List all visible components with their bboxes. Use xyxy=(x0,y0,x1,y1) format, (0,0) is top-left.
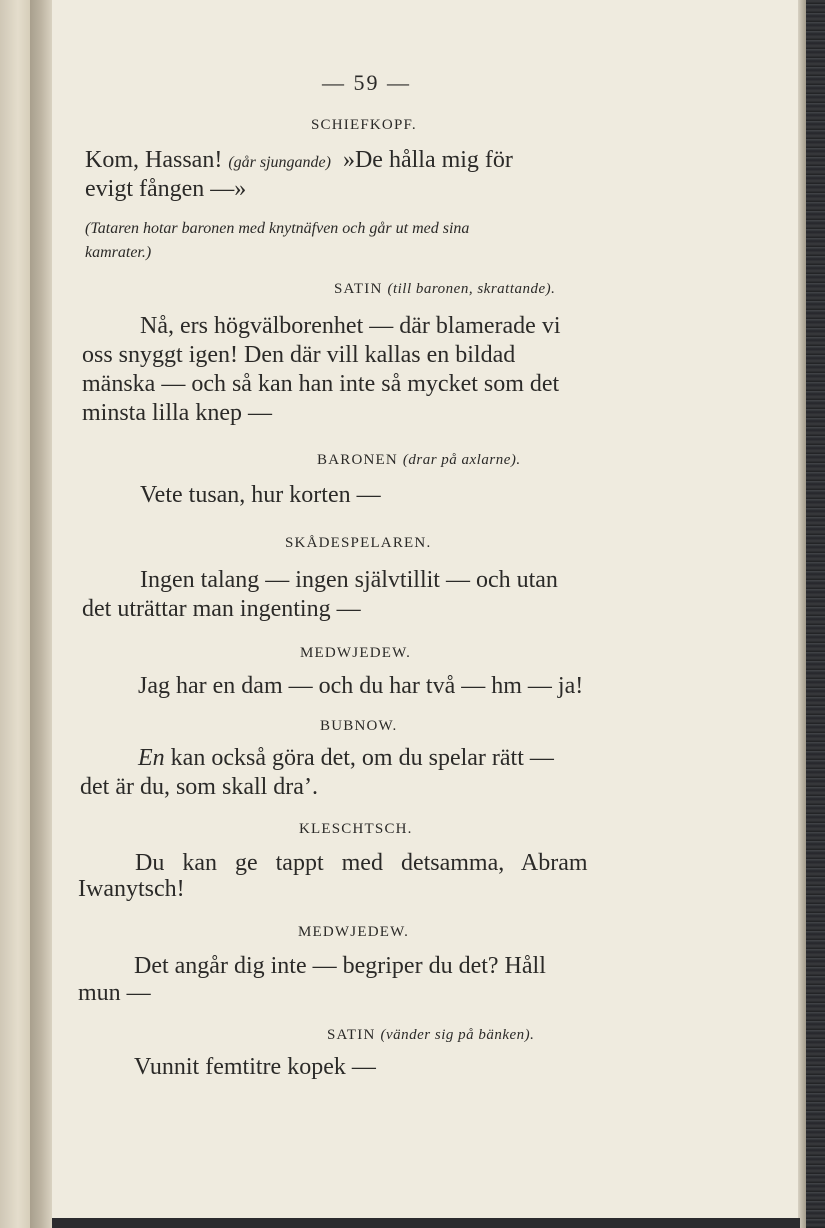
stage-direction: (Tataren hotar baronen med knytnäfven och går ut med sina xyxy=(85,220,470,237)
dialogue-text: Kom, Hassan! xyxy=(85,147,223,173)
speaker-line xyxy=(317,452,521,469)
dialogue-line: mun — xyxy=(78,980,151,1006)
speaker-name: KLESCHTSCH. xyxy=(299,821,413,837)
dialogue-line xyxy=(138,745,554,772)
speaker-line xyxy=(327,1027,534,1044)
dialogue-line: oss snyggt igen! Den där vill kallas en bildad xyxy=(82,342,516,368)
dialogue-line: Iwanytsch! xyxy=(78,876,185,902)
emphasis-text: En xyxy=(138,745,165,771)
dialogue-line: det är du, som skall dra’. xyxy=(80,774,318,800)
dialogue-line: minsta lilla knep — xyxy=(82,400,272,426)
stage-direction: (går sjungande) xyxy=(228,154,331,171)
speaker-name: MEDWJEDEW. xyxy=(300,645,412,661)
page-number: — 59 — xyxy=(322,70,411,95)
speaker-name: SATIN xyxy=(334,281,383,297)
dialogue-line: Vunnit femtitre kopek — xyxy=(134,1054,376,1080)
dialogue-line: Vete tusan, hur korten — xyxy=(140,482,381,508)
dialogue-line: Jag har en dam — och du har två — hm — ja! xyxy=(138,673,584,699)
stage-direction: (till baronen, skrattande). xyxy=(387,281,556,297)
stage-direction: (vänder sig på bänken). xyxy=(380,1027,535,1043)
speaker-name: SKÅDESPELAREN. xyxy=(285,535,432,551)
dialogue-line: Det angår dig inte — begriper du det? Håll xyxy=(134,953,546,979)
speaker-name: SATIN xyxy=(327,1027,376,1043)
dialogue-line xyxy=(85,147,513,174)
speaker-name: MEDWJEDEW. xyxy=(298,924,410,940)
page-edge-right xyxy=(798,0,806,1228)
dialogue-line: Nå, ers högvälborenhet — där blamerade vi xyxy=(140,313,561,339)
book-cover-edge xyxy=(806,0,825,1228)
adjacent-page-edge xyxy=(0,0,30,1228)
dialogue-line: det uträttar man ingenting — xyxy=(82,596,361,622)
dialogue-line: mänska — och så kan han inte så mycket som det xyxy=(82,371,560,397)
dialogue-line: Du kan ge tappt med detsamma, Abram xyxy=(135,850,588,876)
dialogue-text: »De hålla mig för xyxy=(342,147,513,173)
dialogue-line: Ingen talang — ingen självtillit — och utan xyxy=(140,567,558,593)
speaker-name: BARONEN xyxy=(317,452,398,468)
stage-direction: kamrater.) xyxy=(85,244,152,261)
stage-direction: (drar på axlarne). xyxy=(402,452,521,468)
dialogue-line: evigt fången —» xyxy=(85,176,247,202)
book-gutter xyxy=(30,0,52,1228)
background-bottom xyxy=(52,1218,800,1228)
speaker-name: SCHIEFKOPF. xyxy=(311,117,417,133)
dialogue-text: kan också göra det, om du spelar rätt — xyxy=(170,745,554,771)
speaker-name: BUBNOW. xyxy=(320,718,398,734)
speaker-line xyxy=(334,281,555,298)
